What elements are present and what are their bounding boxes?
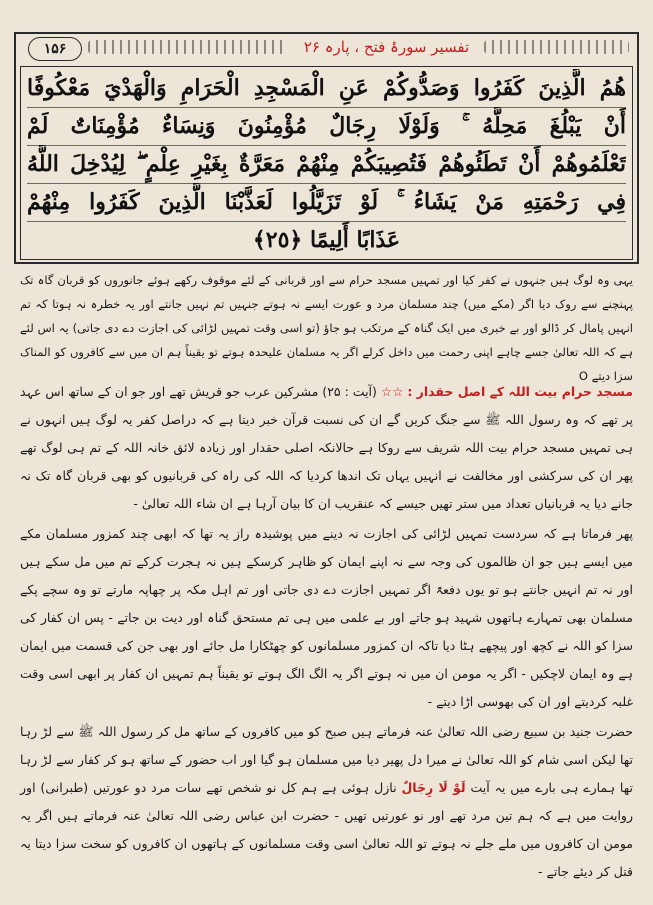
quran-verse-box (20, 66, 633, 260)
verse-line: عَذَابًا أَلِيمًا ﴿٢٥﴾ (252, 227, 401, 253)
ayah-reference: (آیت : ۲۵) (322, 384, 377, 399)
commentary-para-2: پھر فرماتا ہے کہ سردست تمہیں لڑائی کی اجازت نہ دینے میں پوشیدہ راز یہ تھا کہ ابھی چند کمزور مسلمان مکے میں ایسے ہیں جو ان ظالموں کی وجہ سے نہ اپنے ایمان کو ظاہر کرسکے ہیں نہ ہجرت کرکے تم میں مل سکے ہیں اور نہ تم انہیں جانتے ہو تو یوں دفعۃً اگر تمہیں اجازت دے دی جاتی اور تم اہل مکہ پر چھاپہ مارتے تو وہ سچے پکے مسلمان بھی تمہارے ہاتھوں شہید ہو جاتے اور بے علمی میں ہی تم مستحق گناہ اور دیت بن جاتے - پس ان کفار کی سزا کو اللہ نے کچھ اور پیچھے ہٹا دیا تاکہ ان کمزور مسلمانوں کو چھٹکارا مل جائے اور بھی جن کی قسمت میں ایمان ہے وہ ایمان لاچکیں - اگر یہ مومن ان میں نہ ہوتے اگر یہ الگ الگ ہوتے تو یقیناً ہم تمہیں ان کفار پر ابھی اسی وقت غلبہ کردیتے اور ان کی بھوسی اڑا دیتے - (20, 526, 633, 709)
verse-line: أَنْ يَبْلُغَ مَحِلَّهُ ۚ وَلَوْلَا رِجَالٌ مُؤْمِنُونَ وَنِسَاءٌ مُؤْمِنَاتٌ لَمْ (27, 107, 626, 146)
page-number: ۱۵۶ (28, 37, 82, 61)
highlighted-verse: لَوْ لَا رِجَالٌ (401, 780, 466, 795)
translation (20, 268, 633, 388)
translation-text: یہی وہ لوگ ہیں جنہوں نے کفر کیا اور تمہیں مسجد حرام سے اور قربانی کے لئے موقوف رکھے ہوئے جانوروں کو قربان گاہ تک پہنچنے سے روک دیا اگر (مکے میں) چند مسلمان مرد و عورت ایسے نہ ہوتے جنہیں تم نہیں جانتے اور یہ خطرہ نہ ہوتا کہ تم انہیں پامال کر ڈالو اور بے خبری میں ایک گناہ کے مرتکب ہو جاؤ (تو اسی وقت تمہیں لڑائی کی اجازت دے دی جاتی) یہ اس لئے ہے کہ اللہ تعالیٰ جسے چاہے اپنی رحمت میں داخل کرلے اگر یہ مسلمان علیحدہ ہوتے تو یقیناً ہم ان میں سے کافروں کو المناک سزا دیتے O (20, 273, 633, 383)
para-text: حضرت جنید بن سبیع رضی اللہ تعالیٰ عنہ فرماتے ہیں صبح کو میں کافروں کے ساتھ مل کر رسول اللہ ﷺ سے لڑ رہا تھا لیکن اسی شام کو اللہ تعالیٰ نے میرا دل پھیر دیا میں مسلمان ہو گیا اور اب حضور کے ساتھ ہو کر کفار سے لڑ رہا تھا ہمارے ہی بارے میں یہ آیت (20, 724, 633, 795)
header-ornament-right (484, 40, 629, 54)
para-text: مشرکین عرب جو قریش تھے اور جو ان کے ساتھ اس عہد پر تھے کہ وہ رسول اللہ ﷺ سے جنگ کریں گے ان کی نسبت قرآن خبر دیتا ہے کہ دراصل کفر یہ لوگ ہیں انہوں نے ہی تمہیں مسجد حرام بیت اللہ شریف سے روکا ہے حالانکہ اصلی حقدار اور زیادہ لائق خانہ اللہ کے تم ہی لوگ تھے پھر ان کی سرکشی اور مخالفت نے انہیں یہاں تک اندھا کردیا کہ اللہ کی راہ کی قربانیوں کو بھی قربان گاہ تک نہ جانے دیا یہ قربانیاں تعداد میں ستر تھیں جیسے کہ عنقریب ان کا بیان آرہا ہے ان شاء اللہ تعالیٰ - (20, 384, 633, 511)
header-ornament-left (88, 40, 288, 54)
page-header (14, 34, 639, 64)
commentary (20, 378, 633, 888)
commentary-para-1 (20, 378, 633, 518)
section-heading: مسجد حرام بیت اللہ کے اصل حقدار : (407, 384, 633, 399)
para-text: نازل ہوئی ہے ہم کل نو شخص تھے سات مرد دو عورتیں (طبرانی) اور روایت میں ہے کہ ہم تین مرد تھے اور نو عورتیں تھیں - حضرت ابن عباس رضی اللہ تعالیٰ عنہ فرماتے ہیں اگر یہ مومن ان کافروں میں ملے جلے نہ ہوتے تو اللہ تعالیٰ اسی وقت مسلمانوں کے ہاتھوں ان کافروں کو سخت سزا دیتا یہ قتل کر دیئے جاتے - (20, 780, 633, 879)
verse-line: هُمُ الَّذِينَ كَفَرُوا وَصَدُّوكُمْ عَنِ الْمَسْجِدِ الْحَرَامِ وَالْهَدْيَ مَعْكُوفًا (27, 69, 626, 108)
verse-line: فِي رَحْمَتِهِ مَنْ يَشَاءُ ۚ لَوْ تَزَيَّلُوا لَعَذَّبْنَا الَّذِينَ كَفَرُوا مِنْهُمْ (27, 183, 626, 222)
running-title: تفسیر سورۂ فتح ، پارہ ۲۶ (303, 38, 470, 56)
verse-line: تَعْلَمُوهُمْ أَنْ تَطَئُوهُمْ فَتُصِيبَكُمْ مِنْهُمْ مَعَرَّةٌ بِغَيْرِ عِلْمٍ ۖ لِيُدْخِلَ اللَّهُ (27, 145, 626, 184)
star-icon: ☆☆ (380, 384, 404, 399)
commentary-para-3 (20, 718, 633, 886)
